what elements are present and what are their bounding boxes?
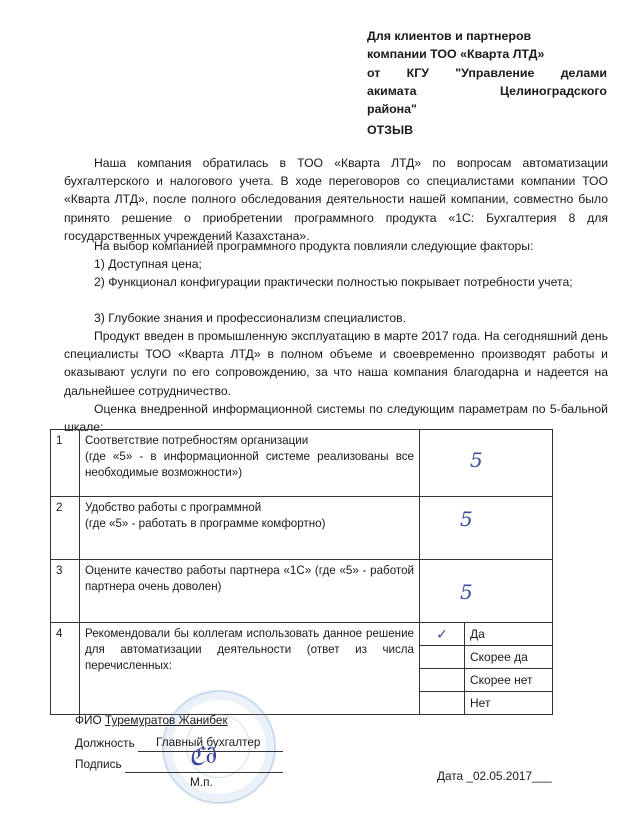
question-text: Соответствие потребностям организации: [85, 434, 309, 447]
table-row: [51, 623, 553, 646]
row-question: [80, 560, 420, 623]
date-suffix-blank: ___: [532, 769, 552, 783]
document-title: ОТЗЫВ: [367, 123, 414, 137]
addressee-line-5: района": [367, 102, 417, 117]
addressee-line-2: компании ТОО «Кварта ЛТД»: [367, 47, 545, 62]
handwritten-signature: ℭ∂: [185, 739, 220, 773]
factor-item: 3) Глубокие знания и профессионализм специалистов.: [94, 311, 407, 325]
option-label: Скорее да: [465, 646, 553, 669]
position-line: [75, 733, 283, 752]
factor-item: 1) Доступная цена;: [94, 257, 202, 271]
fio-label: ФИО: [75, 713, 102, 727]
table-row: [51, 560, 553, 623]
score-cell[interactable]: [420, 560, 553, 623]
row-number: 4: [51, 623, 80, 715]
table-row: [51, 497, 553, 560]
question-text: Оцените качество работы партнера «1С» (где «5» - работой партнера очень доволен): [85, 564, 414, 593]
option-check-cell[interactable]: [420, 669, 465, 692]
addressee-word: "Управление: [455, 65, 535, 80]
stamp-place-label: М.п.: [190, 775, 213, 789]
option-label: Скорее нет: [465, 669, 553, 692]
paragraph-factors-intro: На выбор компанией программного продукта повлияли следующие факторы:: [94, 239, 534, 253]
table-row: [51, 430, 553, 497]
option-check-cell[interactable]: ✓: [420, 623, 465, 646]
addressee-block: [367, 27, 607, 118]
signature-line: [75, 755, 283, 773]
addressee-word: Целиноградского: [499, 83, 607, 98]
date-line: [437, 769, 552, 783]
row-question: [80, 497, 420, 560]
addressee-word: КГУ: [406, 65, 429, 80]
addressee-line-3: [367, 64, 607, 82]
handwritten-score: 5: [460, 580, 473, 604]
addressee-line-1: Для клиентов и партнеров: [367, 29, 532, 43]
row-number: 1: [51, 430, 80, 497]
row-number: 2: [51, 497, 80, 560]
addressee-word: акимата: [367, 83, 417, 98]
addressee-word: делами: [560, 65, 607, 80]
addressee-word: от: [367, 65, 381, 80]
score-cell[interactable]: [420, 430, 553, 497]
date-value[interactable]: 02.05.2017: [472, 769, 533, 783]
handwritten-score: 5: [460, 507, 473, 531]
question-note: (где «5» - в информационной системе реализованы все необходимые возможности»): [85, 450, 414, 479]
option-label: Да: [465, 623, 553, 646]
option-check-cell[interactable]: [420, 646, 465, 669]
question-text: Удобство работы с программной: [85, 501, 262, 514]
paragraph-deployment: Продукт введен в промышленную эксплуатацию в марте 2017 года. На сегодняшний день специалисты ТОО «Кварта ЛТД» в полном объеме и своевременно производят работы и оказывают услуги по его сопровождению, за что наша компания благодарна и надеется на дальнейшее сотрудничество.: [64, 329, 608, 398]
date-prefix-blank: _: [466, 769, 473, 783]
date-label: Дата: [437, 769, 464, 783]
option-label: Нет: [465, 692, 553, 715]
position-value: Главный бухгалтер: [138, 733, 283, 752]
fio-line: [75, 711, 228, 729]
row-question: [80, 430, 420, 497]
score-cell[interactable]: [420, 497, 553, 560]
handwritten-score: 5: [470, 448, 483, 472]
option-check-cell[interactable]: [420, 692, 465, 715]
paragraph-intro: Наша компания обратилась в ТОО «Кварта ЛТД» по вопросам автоматизации бухгалтерского и налогового учета. В ходе переговоров со специалистами компании ТОО «Кварта ЛТД», после полного обследования деятельности нашей компании, совместно было принято решение о приобретении программного продукта «1С: Бухгалтерия 8 для государственных учреждений Казахстана».: [64, 156, 608, 243]
row-number: 3: [51, 560, 80, 623]
fio-value: Туремуратов Жанибек: [104, 713, 228, 727]
rating-table: [50, 429, 553, 715]
paragraph-rating-intro: Оценка внедренной информационной системы по следующим параметрам по 5-бальной шкале:: [64, 402, 608, 435]
signature-label: Подпись: [75, 757, 122, 771]
factor-item: 2) Функционал конфигурации практически полностью покрывает потребности учета;: [94, 275, 573, 289]
question-text: Рекомендовали бы коллегам использовать данное решение для автоматизации деятельности (ответ из числа перечисленных:: [85, 627, 414, 672]
position-label: Должность: [75, 736, 135, 750]
addressee-line-4: [367, 82, 607, 100]
question-note: (где «5» - работать в программе комфортно): [85, 517, 326, 530]
